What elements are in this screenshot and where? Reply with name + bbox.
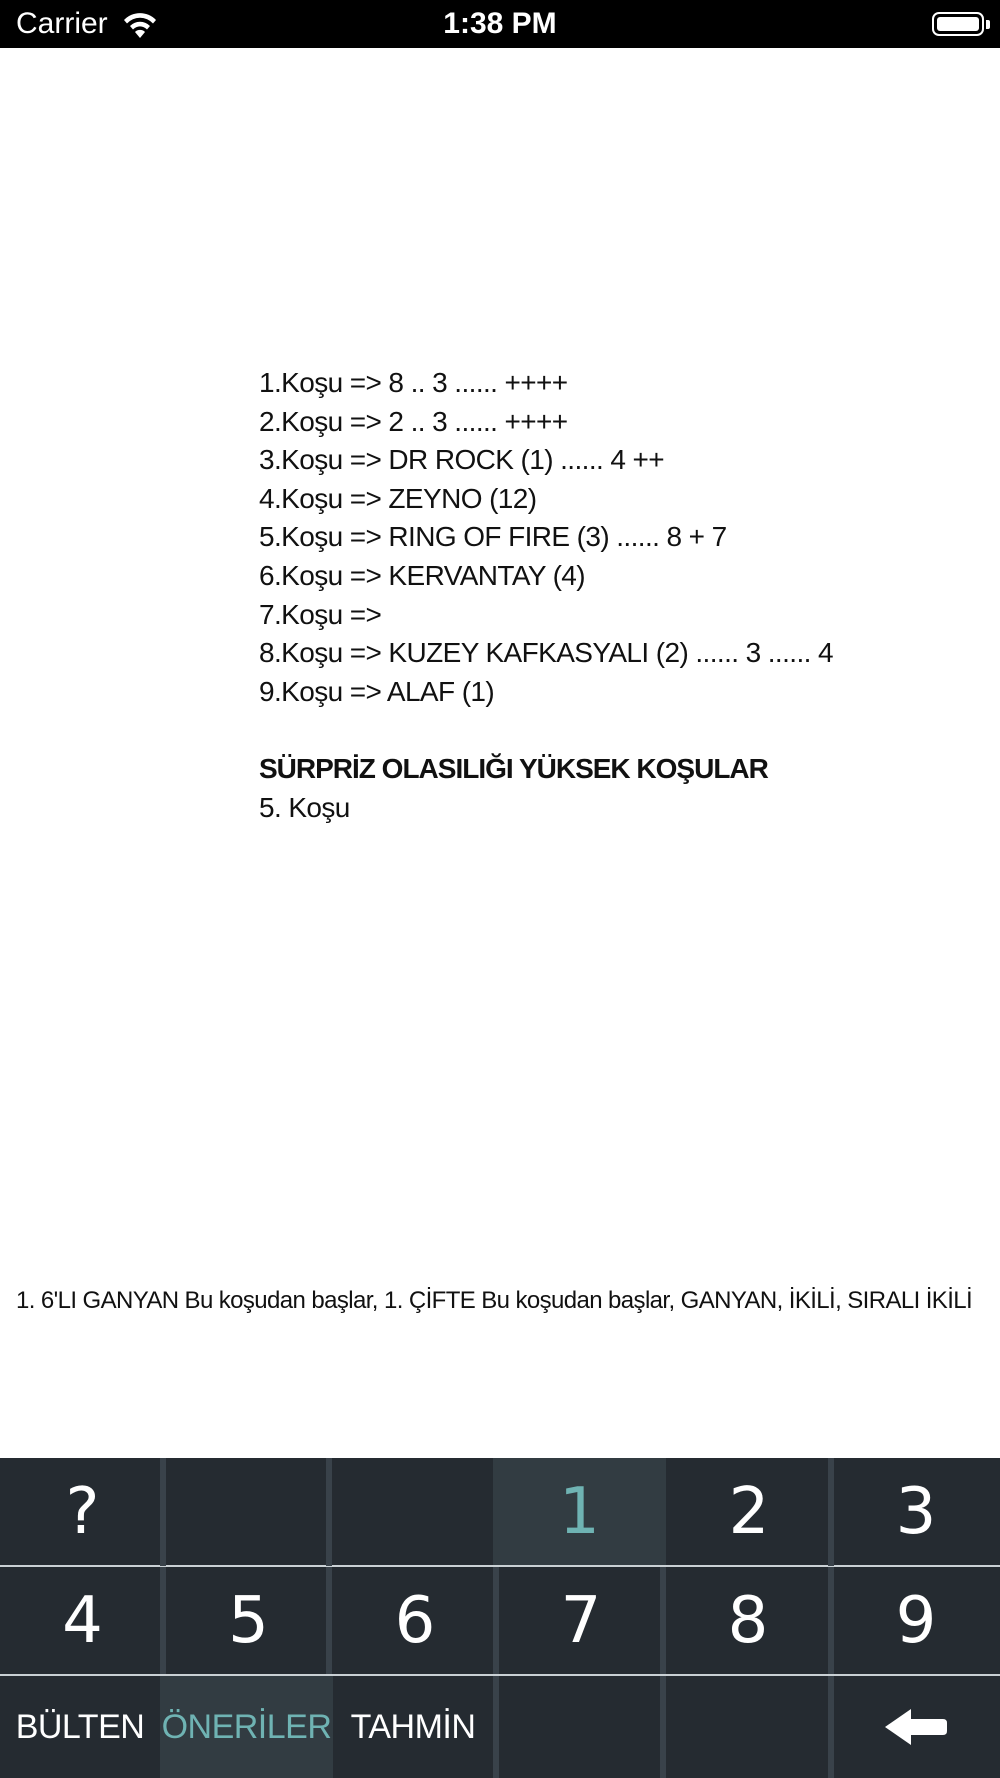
tip-line: 8.Koşu => KUZEY KAFKASYALI (2) ...... 3 ...... 4: [259, 637, 833, 669]
status-bar: [0, 0, 1000, 48]
bet-types-info: 1. 6'LI GANYAN Bu koşudan başlar, 1. ÇİFTE Bu koşudan başlar, GANYAN, İKİLİ, SIRALI İKİLİ: [16, 1287, 973, 1314]
keypad: [0, 1458, 1000, 1778]
race-key-1[interactable]: 1: [493, 1458, 666, 1566]
tip-line: 9.Koşu => ALAF (1): [259, 675, 495, 707]
race-key-2[interactable]: 2: [666, 1458, 832, 1566]
tip-line: 4.Koşu => ZEYNO (12): [259, 482, 537, 514]
race-key-5[interactable]: 5: [165, 1568, 332, 1674]
race-key-4[interactable]: 4: [0, 1568, 165, 1674]
help-button[interactable]: ?: [0, 1458, 165, 1566]
tip-line: 6.Koşu => KERVANTAY (4): [259, 559, 585, 591]
race-key-7[interactable]: 7: [498, 1568, 664, 1674]
empty-key[interactable]: [165, 1458, 332, 1566]
race-key-3[interactable]: 3: [832, 1458, 1000, 1566]
race-key-8[interactable]: 8: [664, 1568, 832, 1674]
tip-line: 3.Koşu => DR ROCK (1) ...... 4 ++: [259, 444, 665, 476]
empty-key: [498, 1676, 664, 1778]
battery-icon: [932, 12, 984, 36]
tab-tahmin[interactable]: TAHMİN: [333, 1676, 493, 1778]
clock: 1:38 PM: [443, 7, 557, 40]
tab-bulten[interactable]: BÜLTEN: [0, 1676, 160, 1778]
surprise-race: 5. Koşu: [259, 791, 350, 823]
race-key-9[interactable]: 9: [832, 1568, 1000, 1674]
empty-key: [664, 1676, 832, 1778]
arrow-left-icon: [885, 1707, 947, 1747]
tip-line: 1.Koşu => 8 .. 3 ...... ++++: [259, 367, 568, 398]
tip-line: 2.Koşu => 2 .. 3 ...... ++++: [259, 405, 568, 437]
empty-key[interactable]: [332, 1458, 493, 1566]
tab-oneriler[interactable]: ÖNERİLER: [160, 1676, 333, 1778]
back-button[interactable]: [832, 1676, 1000, 1778]
tip-line: 7.Koşu =>: [259, 598, 382, 630]
carrier-label: Carrier: [16, 7, 108, 40]
surprise-heading: SÜRPRİZ OLASILIĞI YÜKSEK KOŞULAR: [259, 752, 768, 784]
tip-line: 5.Koşu => RING OF FIRE (3) ...... 8 + 7: [259, 521, 727, 553]
race-tips: [259, 364, 959, 827]
race-key-6[interactable]: 6: [332, 1568, 498, 1674]
battery-tip: [986, 20, 990, 29]
